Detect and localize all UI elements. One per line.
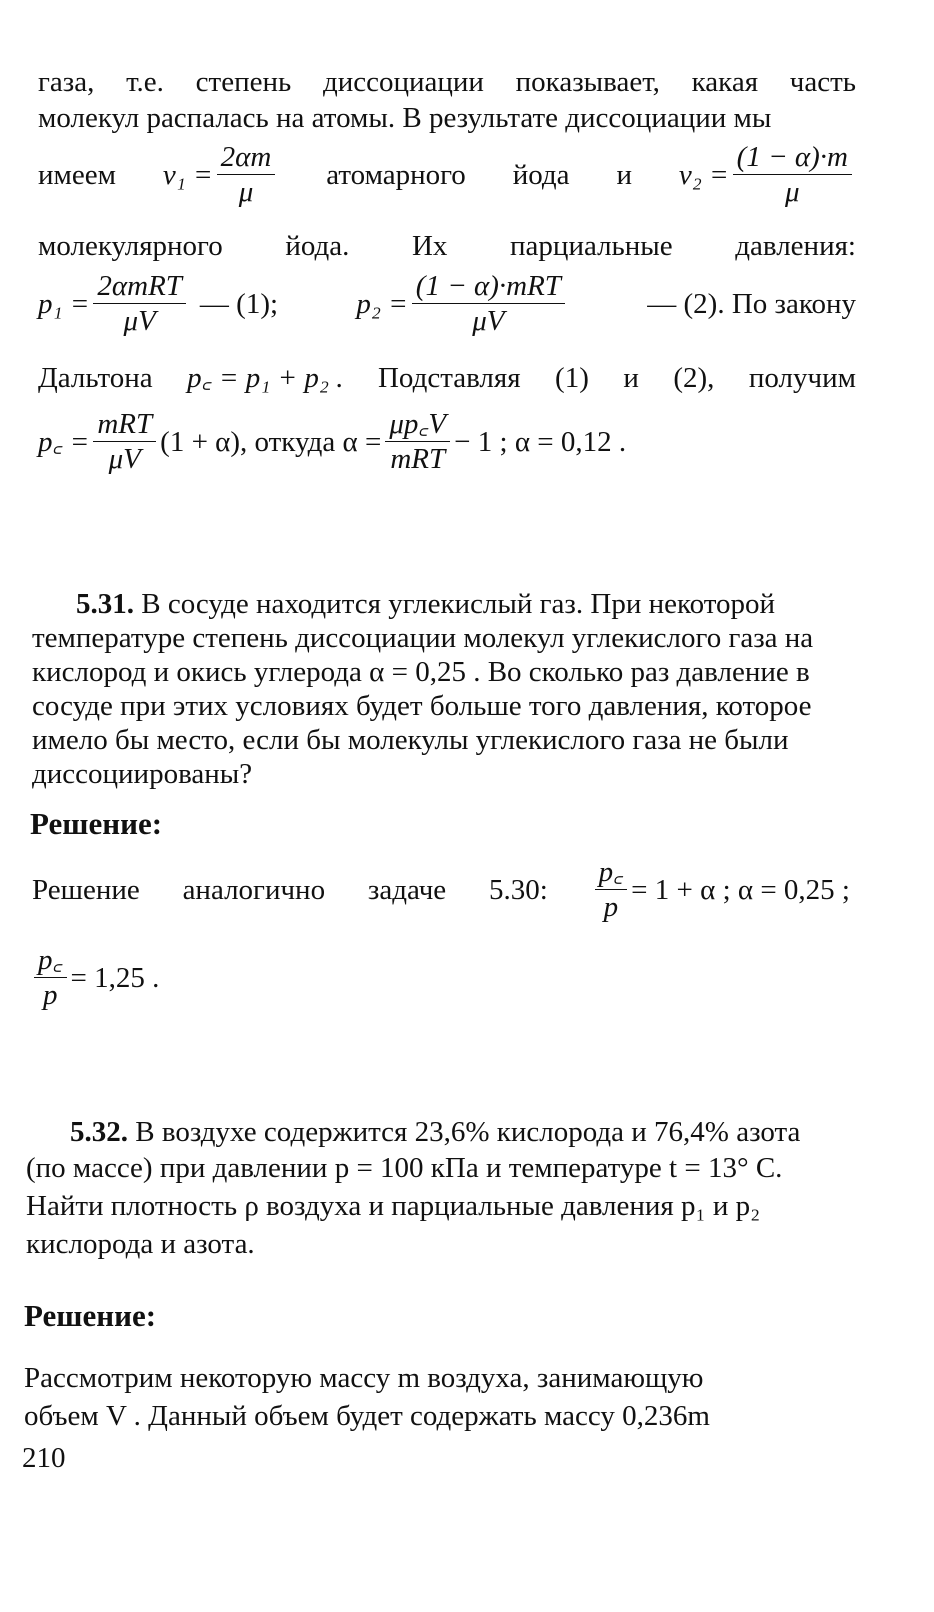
word: (1) (555, 362, 589, 394)
fraction: $\frac{(1 - \alpha)\cdot m}{\mu}$ (733, 143, 852, 207)
word: получим (748, 362, 856, 394)
word: Подставляя (377, 362, 521, 394)
word: аналогично (182, 873, 326, 906)
text-line (38, 68, 856, 97)
word: 5.30: (488, 873, 548, 906)
word: (2), (673, 362, 715, 394)
text-line: кислорода и азота. (26, 1228, 255, 1260)
word: какая (691, 66, 759, 98)
solution-heading: Решение: (24, 1298, 157, 1333)
fraction: $\frac{p꜀}{p}$ (34, 946, 67, 1010)
word: атомарного (326, 158, 466, 191)
fraction: $\frac{\text{2αmRT}}{\mu V}$ (93, 272, 186, 336)
text-line (38, 232, 856, 261)
word: задаче (367, 873, 447, 906)
fraction: $\frac{\text{(1 − α)·mRT}}{\mu V}$ (412, 272, 565, 336)
formula-line: $\frac{p꜀}{p}$ = 1,25 . (30, 940, 159, 1016)
word: степень (195, 66, 292, 98)
page-number: 210 (22, 1442, 66, 1474)
formula-line (38, 266, 856, 342)
word: газа, (38, 66, 95, 98)
problem-statement-line: 5.32. В воздухе содержится 23,6% кислорода и 76,4% азота (70, 1116, 801, 1148)
word: Их (411, 230, 448, 262)
text-line: диссоциированы? (32, 758, 253, 790)
text-line: Рассмотрим некоторую массу m воздуха, занимающую (24, 1362, 704, 1394)
word: показывает, (515, 66, 660, 98)
text-line: (по массе) при давлении p = 100 кПа и температуре t = 13° C. (26, 1152, 783, 1184)
text-fragment: — (2). По закону (647, 287, 856, 320)
formula-nu1: ν₁ = $\frac{2\alpha m}{\mu}$ (163, 143, 279, 207)
word: молекулярного (38, 230, 223, 262)
text-line (38, 364, 856, 393)
formula-nu2: ν₂ = $\frac{(1 - \alpha)\cdot m}{\mu}$ (679, 143, 856, 207)
text-line: имело бы место, если бы молекулы углекислого газа не были (32, 724, 789, 756)
formula-dalton: p꜀ = p₁ + p₂ . (187, 362, 344, 394)
text-line: Найти плотность ρ воздуха и парциальные давления p₁ и p₂ (26, 1190, 761, 1222)
text-line: объем V . Данный объем будет содержать массу 0,236m (24, 1400, 710, 1432)
word: давления: (735, 230, 856, 262)
formula-line: p꜀ = $\frac{\text{mRT}}{\mu V}$ (1 + α), откуда α = $\frac{\mu p꜀V}{\text{mRT}}$ − 1 ; α = 0,12 . (38, 408, 627, 475)
text-line: молекул распалась на атомы. В результате диссоциации мы (38, 102, 772, 134)
word: Решение (32, 873, 140, 906)
fraction: $\frac{2\alpha m}{\mu}$ (217, 143, 276, 207)
word: и (616, 158, 632, 191)
word: парциальные (510, 230, 673, 262)
formula-ratio: $\frac{p꜀}{p}$ = 1 + α ; α = 0,25 ; (591, 858, 850, 922)
formula-p1: p₁ = $\frac{\text{2αmRT}}{\mu V}$ — (1); (38, 270, 279, 337)
formula-line (32, 852, 850, 928)
word: часть (789, 66, 856, 98)
text-line: температуре степень диссоциации молекул углекислого газа на (32, 622, 814, 654)
formula-p2: p₂ = $\frac{\text{(1 − α)·mRT}}{\mu V}$ (356, 272, 569, 336)
fraction: $\frac{\mu p꜀V}{\text{mRT}}$ (385, 410, 450, 474)
word: йода (512, 158, 570, 191)
problem-number: 5.32. (70, 1116, 128, 1148)
word: т.е. (126, 66, 164, 98)
text-line: кислород и окись углерода α = 0,25 . Во сколько раз давление в (32, 656, 810, 688)
problem-statement-line: 5.31. В сосуде находится углекислый газ. При некоторой (76, 588, 776, 620)
word: диссоциации (322, 66, 484, 98)
formula-line (38, 138, 856, 212)
word: Дальтона (38, 362, 153, 394)
word: имеем (38, 158, 116, 191)
fraction: $\frac{\text{mRT}}{\mu V}$ (93, 410, 156, 474)
text-line: сосуде при этих условиях будет больше того давления, которое (32, 690, 812, 722)
word: йода. (285, 230, 350, 262)
fraction: $\frac{p꜀}{p}$ (595, 858, 628, 922)
solution-heading: Решение: (30, 806, 163, 841)
problem-number: 5.31. (76, 588, 134, 620)
word: и (623, 362, 639, 394)
